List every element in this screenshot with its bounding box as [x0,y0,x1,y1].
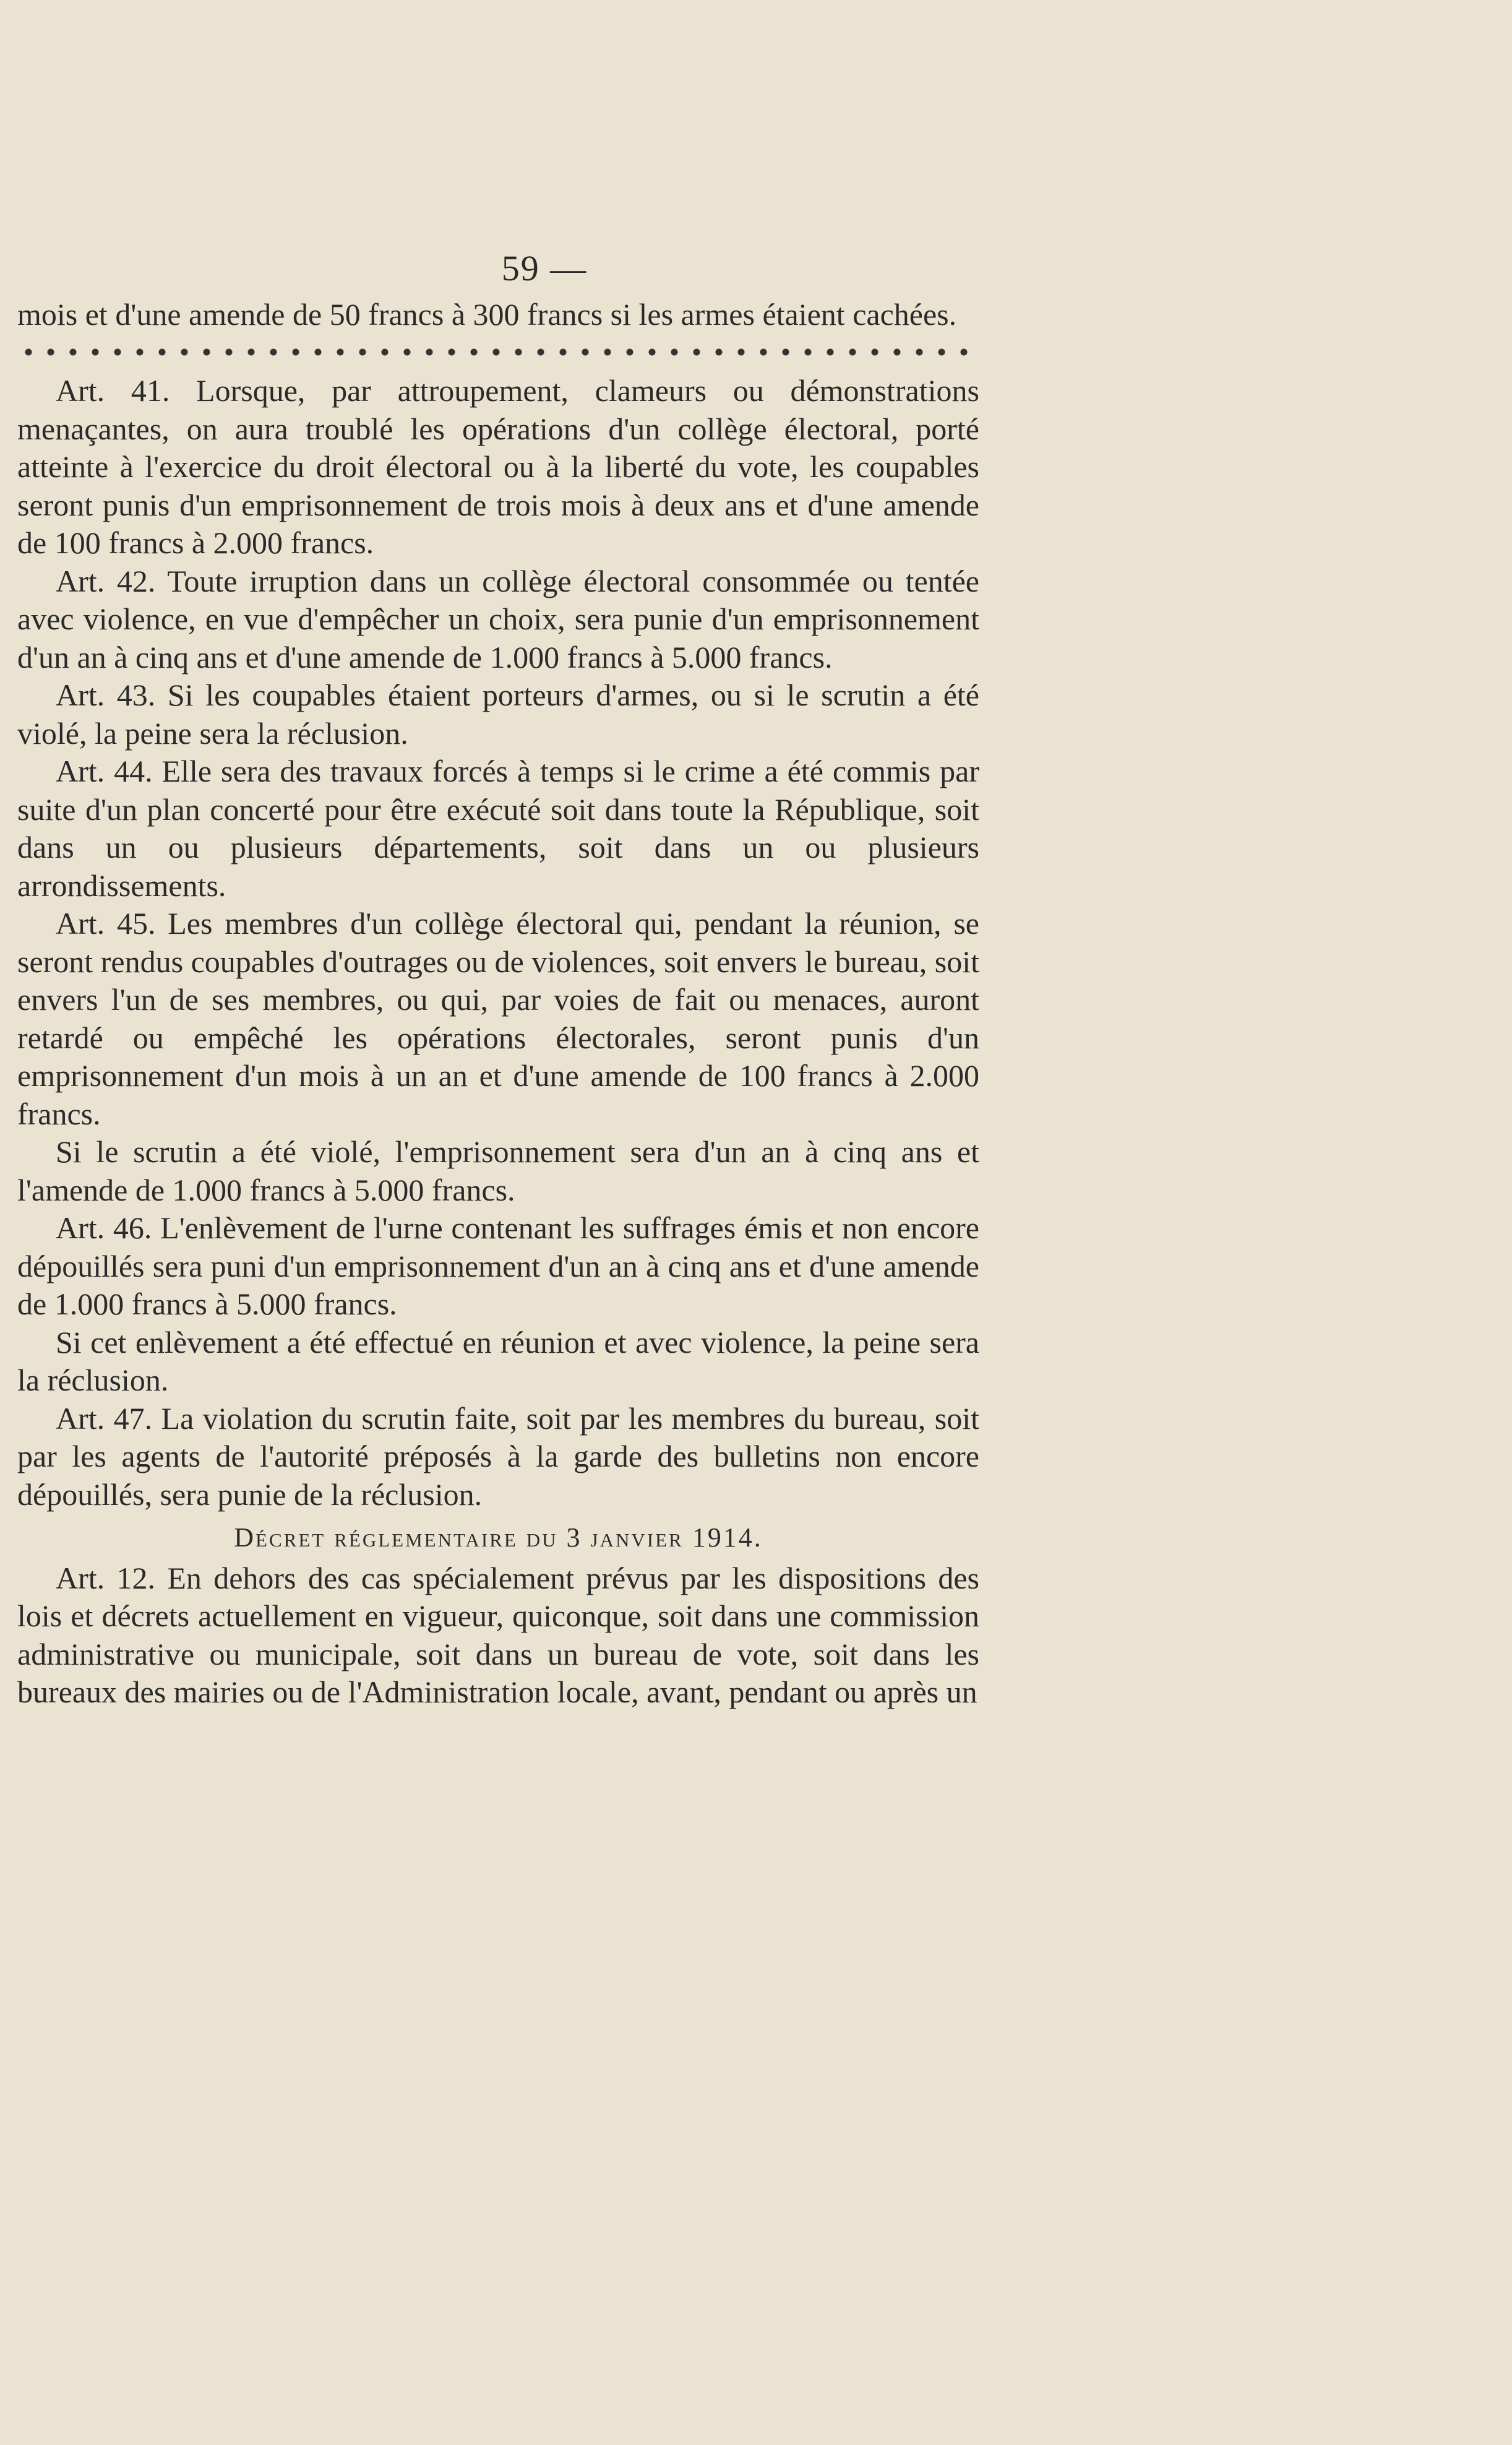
section-heading: Décret réglementaire du 3 janvier 1914. [234,1522,763,1553]
article-42: Art. 42. Toute irruption dans un collège électoral consommée ou tentée avec violence, en vue d'empêcher un choix, sera punie d'un emprisonnement d'un an à cinq ans et d'une amende de 1.000 francs à 5.000 francs. [17,563,979,675]
article-45: Art. 45. Les membres d'un collège électoral qui, pendant la réunion, se seront rendus coupables d'outrages ou de violences, soit envers le bureau, soit envers l'un de ses membres, ou qui, par voies de fait ou menaces, auront retardé ou empêché les opérations électorales, seront punis d'un emprisonnement d'un mois à un an et d'une amende de 100 francs à 2.000 francs. [17,906,979,1131]
article-44: Art. 44. Elle sera des travaux forcés à temps si le crime a été commis par suite d'un plan concerté pour être exécuté soit dans toute la République, soit dans un ou plusieurs départements, soit dans un ou plusieurs arrondissements. [17,754,979,903]
body-text [17,296,979,1712]
paragraph-continuation: mois et d'une amende de 50 francs à 300 francs si les armes étaient cachées. [17,297,957,332]
article-46: Art. 46. L'enlèvement de l'urne contenant les suffrages émis et non encore dépouillés sera puni d'un emprisonnement d'un an à cinq ans et d'une amende de 1.000 francs à 5.000 francs. [17,1210,979,1321]
article-12: Art. 12. En dehors des cas spécialement prévus par les dispositions des lois et décrets actuellement en vigueur, quiconque, soit dans une commission administrative ou municipale, soit dans un bureau de vote, soit dans les bureaux des mairies ou de l'Administration locale, avant, pendant ou après un [17,1560,979,1709]
page-number: 59 — [501,248,588,288]
dot-leader [17,348,979,356]
article-41: Art. 41. Lorsque, par attroupement, clameurs ou démonstrations menaçantes, on aura troublé les opérations d'un collège électoral, porté atteinte à l'exercice du droit électoral ou à la liberté du vote, les coupables seront punis d'un emprisonnement de trois mois à deux ans et d'une amende de 100 francs à 2.000 francs. [17,373,979,560]
ellipsis-separator [17,334,979,373]
article-47: Art. 47. La violation du scrutin faite, soit par les membres du bureau, soit par les agents de l'autorité préposés à la garde des bulletins non encore dépouillés, sera punie de la réclusion. [17,1400,979,1512]
article-45-subparagraph: Si le scrutin a été violé, l'emprisonnement sera d'un an à cinq ans et l'amende de 1.000 francs à 5.000 francs. [17,1134,979,1207]
article-46-subparagraph: Si cet enlèvement a été effectué en réunion et avec violence, la peine sera la réclusion. [17,1324,979,1397]
article-43: Art. 43. Si les coupables étaient porteurs d'armes, ou si le scrutin a été violé, la peine sera la réclusion. [17,678,979,751]
